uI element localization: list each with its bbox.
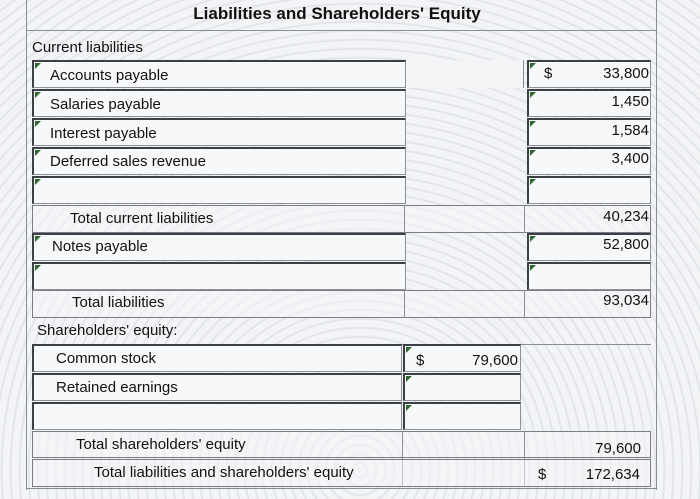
divider-tl-1 [404,290,405,318]
blank-row-3-value-input[interactable] [403,402,521,430]
salaries-payable-value: 1,450 [611,93,649,110]
total-liabilities-and-equity-label: Total liabilities and shareholders' equity [94,464,354,481]
frame-bottom [26,488,656,489]
accounts-payable-label: Accounts payable [50,67,169,84]
blank-row-1-label-input[interactable] [32,176,406,204]
salaries-payable-label: Salaries payable [50,96,161,113]
blank-row-3-label-input[interactable] [32,402,402,430]
deferred-sales-revenue-value: 3,400 [611,150,649,167]
blank-row-2-label-input[interactable] [32,262,406,290]
frame-title-bottom [26,30,656,31]
divider-tl-2 [524,290,525,318]
accounts-payable-col2 [406,60,524,88]
common-stock-dollar: $ [416,352,425,369]
accounts-payable-dollar: $ [544,65,553,82]
total-liabilities-label: Total liabilities [72,294,165,311]
notes-payable-value: 52,800 [603,236,649,253]
retained-earnings-value-input[interactable] [403,373,521,401]
deferred-sales-revenue-label: Deferred sales revenue [50,153,206,170]
interest-payable-value: 1,584 [611,122,649,139]
total-shareholders-equity-value: 79,600 [595,440,641,457]
total-shareholders-equity-label: Total shareholders' equity [76,436,246,453]
total-current-liabilities-value: 40,234 [603,208,649,225]
interest-payable-label: Interest payable [50,125,157,142]
divider-tcl-2 [524,205,525,233]
accounts-payable-value: 33,800 [603,65,649,82]
notes-payable-label: Notes payable [52,238,148,255]
blank-row-1-value-input[interactable] [527,176,651,204]
total-liabilities-value: 93,034 [603,292,649,309]
frame-left [26,0,27,490]
common-stock-label: Common stock [56,350,157,367]
total-liabilities-and-equity-value: 172,634 [585,466,640,483]
section-shareholders-equity: Shareholders' equity: [37,322,178,339]
section-current-liabilities: Current liabilities [32,39,143,56]
total-current-liabilities-label: Total current liabilities [70,210,214,227]
retained-earnings-label: Retained earnings [56,379,178,396]
blank-row-2-value-input[interactable] [527,262,651,290]
page-title: Liabilities and Shareholders' Equity [193,4,481,23]
divider-tcl-1 [404,205,405,233]
total-liabilities-and-equity-dollar: $ [538,466,547,483]
common-stock-value: 79,600 [472,352,518,369]
frame-right [656,0,657,490]
